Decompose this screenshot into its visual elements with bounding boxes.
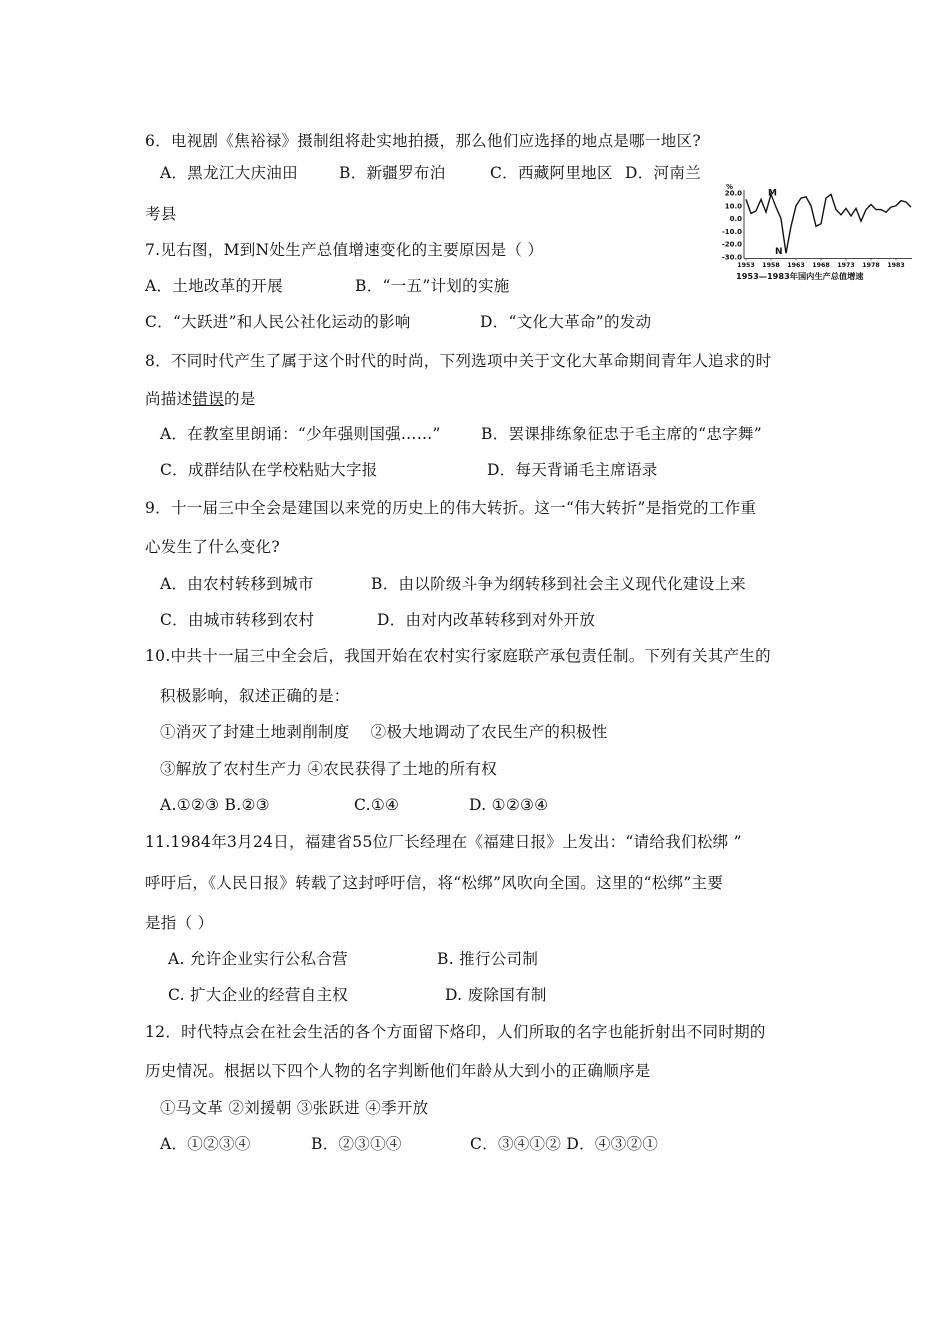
q10-stem-line1: 10.中共十一届三中全会后，我国开始在农村实行家庭联产承包责任制。下列有关其产生的: [145, 647, 771, 665]
chart-x-tick-label: 1963: [787, 262, 805, 269]
q12-option-a: A．①②③④: [160, 1135, 251, 1153]
q11-option-b: B. 推行公司制: [437, 950, 539, 968]
q9-option-b: B．由以阶级斗争为纲转移到社会主义现代化建设上来: [371, 575, 747, 593]
q6-option-d: D．河南兰: [625, 164, 701, 182]
q10-option-ab: A.①②③ B.②③: [160, 796, 270, 814]
q11-option-c: C. 扩大企业的经营自主权: [168, 986, 349, 1004]
q7-option-a: A．土地改革的开展: [145, 277, 283, 295]
chart-ylabel: %: [726, 183, 734, 191]
chart-x-tick-label: 1968: [812, 262, 830, 269]
chart-y-tick-label: 10.0: [724, 202, 742, 211]
chart-y-tick-label: 20.0: [724, 189, 742, 198]
chart-marker-m: M: [768, 188, 777, 199]
q10-items-line2: ③解放了农村生产力 ④农民获得了土地的所有权: [160, 760, 498, 778]
q10-stem-line2: 积极影响，叙述正确的是：: [160, 687, 350, 705]
q11-option-a: A. 允许企业实行公私合营: [168, 950, 348, 968]
q11-stem-line2: 呼吁后，《人民日报》转载了这封呼吁信，将“松绑”风吹向全国。这里的“松绑”主要: [145, 874, 724, 892]
q6-option-c: C．西藏阿里地区: [490, 164, 613, 182]
q6-option-b: B．新疆罗布泊: [339, 164, 446, 182]
chart-x-tick-label: 1973: [837, 262, 855, 269]
chart-x-tick-label: 1953: [737, 262, 755, 269]
q12-stem-line1: 12．时代特点会在社会生活的各个方面留下烙印，人们所取的名字也能折射出不同时期的: [145, 1023, 766, 1041]
q8-stem-post: 的是: [224, 390, 256, 408]
q11-option-d: D. 废除国有制: [445, 986, 547, 1004]
chart-y-tick-label: -20.0: [722, 240, 742, 249]
q7-stem: 7.见右图，M到N处生产总值增速变化的主要原因是（ ）: [145, 241, 544, 259]
q12-option-b: B．②③①④: [311, 1135, 402, 1153]
q9-option-c: C．由城市转移到农村: [160, 611, 315, 629]
q9-stem-line2: 心发生了什么变化?: [145, 538, 281, 556]
q11-stem-line1: 11.1984年3月24日，福建省55位厂长经理在《福建日报》上发出：“请给我们松绑 ”: [145, 833, 742, 851]
chart-y-tick-label: -30.0: [722, 253, 742, 262]
q9-option-d: D．由对内改革转移到对外开放: [377, 611, 596, 629]
q9-option-a: A．由农村转移到城市: [160, 575, 314, 593]
q6-stem: 6．电视剧《焦裕禄》摄制组将赴实地拍摄，那么他们应选择的地点是哪一地区?: [145, 132, 701, 150]
chart-y-tick-label: -10.0: [722, 227, 742, 236]
q8-option-d: D．每天背诵毛主席语录: [487, 461, 658, 479]
q11-stem-line3: 是指（ ）: [145, 914, 214, 932]
chart-marker-n: N: [775, 247, 783, 258]
q9-stem-line1: 9．十一届三中全会是建国以来党的历史上的伟大转折。这一“伟大转折”是指党的工作重: [145, 499, 757, 517]
q8-stem-pre: 尚描述: [145, 390, 193, 408]
q8-stem-underlined: 错误: [192, 390, 225, 408]
q7-option-c: C．“大跃进”和人民公社化运动的影响: [145, 313, 411, 331]
chart-y-tick-label: 0.0: [729, 215, 742, 224]
chart-x-tick-label: 1958: [762, 262, 780, 269]
chart-title: 1953—1983年国内生产总值增速: [736, 271, 864, 281]
q8-stem-line2: [145, 389, 256, 409]
q6-option-a: A．黑龙江大庆油田: [160, 164, 298, 182]
gdp-growth-chart: [722, 180, 918, 284]
q12-items: ①马文革 ②刘援朝 ③张跃进 ④季开放: [160, 1099, 429, 1117]
q6-continuation: 考县: [145, 205, 177, 223]
q8-stem-line1: 8．不同时代产生了属于这个时代的时尚，下列选项中关于文化大革命期间青年人追求的时: [145, 352, 772, 370]
q8-option-a: A．在教室里朗诵：“少年强则国强……”: [160, 425, 441, 443]
q8-option-c: C．成群结队在学校粘贴大字报: [160, 461, 378, 479]
q10-items-line1: ①消灭了封建土地剥削制度 ②极大地调动了农民生产的积极性: [160, 723, 608, 741]
chart-series-line: [746, 194, 911, 253]
q7-option-d: D．“文化大革命”的发动: [480, 313, 652, 331]
q8-option-b: B．罢课排练象征忠于毛主席的“忠字舞”: [481, 425, 762, 443]
q10-option-c: C.①④: [354, 796, 400, 814]
q12-option-cd: C．③④①② D．④③②①: [470, 1135, 659, 1153]
chart-x-tick-label: 1983: [887, 262, 905, 269]
q10-option-d: D. ①②③④: [469, 796, 549, 814]
q12-stem-line2: 历史情况。根据以下四个人物的名字判断他们年龄从大到小的正确顺序是: [145, 1062, 651, 1080]
q7-option-b: B．“一五”计划的实施: [355, 277, 510, 295]
chart-x-tick-label: 1978: [862, 262, 880, 269]
